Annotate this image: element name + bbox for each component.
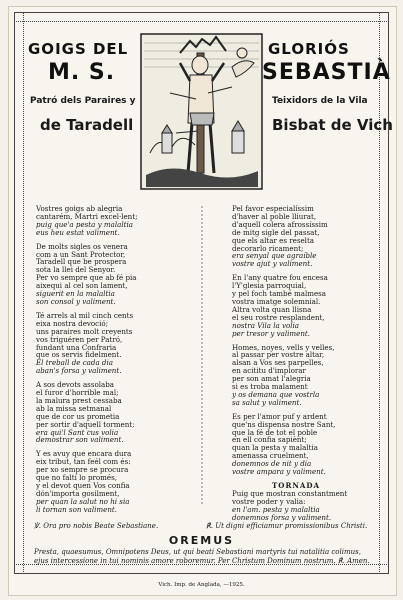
verse-line: que'ns dispensa nostre Sant,	[232, 419, 336, 429]
verse-line: aixequi al cel son lament,	[36, 281, 128, 291]
stanza	[232, 274, 382, 337]
verse-line: eix tribut, tan feél com és:	[36, 457, 131, 467]
verse-line: en ell confia sapiènt;	[232, 435, 307, 445]
prayer-text: Presta, quaesumus, Omnipotens Deus, ut qui beati Sebastiani martyris tui natalitia colimus, ejus intercessione in tui nominis amore roboremur. Per Christum Dominum nostrum. ℟. Amen.	[34, 548, 370, 565]
place-right: Bisbat de Vich	[272, 116, 393, 134]
verse-line: per xo sempre se procura	[36, 465, 129, 475]
verse-line: Puig que mostran constantment	[232, 488, 348, 498]
subtitle-right: Teixidors de la Vila	[272, 96, 368, 106]
verse-line: Vostres goigs ab alegria	[36, 204, 123, 213]
versicle: ℣. Ora pro nobis Beate Sebastiane.	[34, 522, 159, 530]
refrain-line: vostre ampara y valiment.	[232, 467, 326, 477]
verse-line: el furor d'horrible mal;	[36, 388, 119, 398]
verse-line: si es troba malament	[232, 382, 308, 392]
refrain-line: nostra Vila la volia	[232, 320, 300, 330]
refrain-line: per tresor y valiment.	[232, 328, 311, 338]
refrain-line: puig que'a pesta y malaltia	[36, 219, 133, 229]
ornamental-border-bottom	[14, 564, 389, 574]
left-column	[36, 205, 186, 520]
verse-line: y pel foch també malmesa	[232, 289, 327, 299]
verse-line: que els altar es reselta	[232, 235, 315, 245]
verse-line: Homes, noyes, vells y velles,	[232, 342, 335, 352]
verse-line: Y es avuy que encara dura	[36, 449, 132, 459]
ornamental-border-top	[14, 12, 389, 22]
refrain-line: vostre ajut y valiment.	[232, 259, 313, 269]
verse-line: d'aquell colera afrossíssim	[232, 219, 328, 229]
stanza	[36, 312, 186, 375]
verse-line: vostre poder y valia:	[232, 496, 306, 506]
title-right: GLORIÓS	[268, 40, 350, 58]
verse-line: uns paraires molt creyents	[36, 326, 133, 336]
verse-line: Altra volta quan llisna	[232, 304, 312, 314]
verse-line: que os servis fidelment.	[36, 350, 122, 360]
stanza	[232, 205, 382, 268]
verse-line: ab la missa setmanal	[36, 403, 112, 413]
refrain-line: per quan la salut no hi sia	[36, 496, 130, 506]
verse-line: dón'importa gosilment,	[36, 488, 120, 498]
verse-line: Té arrels al mil cinch cents	[36, 310, 134, 320]
verse-line: Per vo sempre que ab fé pia	[36, 273, 137, 283]
verse-line: quan la pesta y malaltia	[232, 443, 318, 453]
stanza	[36, 381, 186, 444]
verse-line: que la fé de tot el poble	[232, 427, 318, 437]
stanza	[36, 205, 186, 237]
refrain-line: era senyal que agraíble	[232, 251, 317, 261]
right-column	[232, 205, 382, 528]
title-left: GOIGS DEL	[28, 40, 129, 58]
tornada-heading: TORNADA	[272, 481, 320, 490]
verse-line: vos triguéren per Patró,	[36, 334, 123, 344]
refrain-line: siguerit en la malaltia	[36, 289, 115, 299]
verse-line: y el devot quen Vos confia	[36, 481, 130, 490]
refrain-line: son consol y valiment.	[36, 296, 116, 306]
verse-line: amenassa cruelment,	[232, 451, 309, 461]
refrain-line: en l'am. pesta y malaltia	[232, 504, 320, 514]
saint-sebastian-engraving	[140, 33, 263, 190]
verse-line: la malura prest cessaba	[36, 395, 122, 405]
verse-line: per son amat l'alegria	[232, 374, 311, 384]
refrain-line: El treball de cada dia	[36, 358, 113, 368]
verse-line: fundant una Confraria	[36, 342, 117, 352]
refrain-line: donemnos forsa y valiment.	[232, 512, 332, 522]
refrain-line: li tornan son valiment.	[36, 504, 118, 514]
verse-line: Pel favor especialíssim	[232, 204, 314, 213]
verse-line: De molts sigles os venera	[36, 241, 128, 251]
stanza	[232, 482, 382, 522]
verse-line: per sortir d'aquell torment;	[36, 419, 135, 429]
subtitle-left: Patró dels Paraires y	[30, 96, 136, 106]
oremus-heading: OREMUS	[168, 534, 235, 547]
verse-line: l'Y'glesia parroquial,	[232, 281, 307, 291]
refrain-line: donemnos de nit y dia	[232, 459, 312, 469]
verse-line: vostra imatge solemnial.	[232, 296, 321, 306]
stanza	[232, 413, 382, 476]
stanza	[36, 243, 186, 306]
verse-line: Es per l'amor puf y ardent	[232, 411, 327, 421]
ornamental-border-left	[14, 12, 24, 574]
refrain-line: aban's forsa y valiment.	[36, 366, 122, 376]
refrain-line: demostrar son valiment.	[36, 435, 124, 445]
verse-line: En l'any quatre fou encesa	[232, 273, 328, 283]
verse-line: com a un Sant Protector,	[36, 249, 126, 259]
name-left: M. S.	[48, 60, 116, 85]
refrain-line: y os demana que vostrla	[232, 389, 320, 399]
verse-line: A sos devots assolaba	[36, 380, 114, 390]
verse-line: que de cor us prometia	[36, 411, 120, 421]
verse-line: el seu rostre resplandent,	[232, 312, 325, 322]
stanza	[232, 344, 382, 407]
verse-line: Taradell que be prospera	[36, 257, 127, 267]
place-left: de Taradell	[40, 116, 134, 134]
verse-line: cantarém, Martri excel·lent;	[36, 211, 138, 221]
printer-imprint: Vich. Imp. de Anglada, —1925.	[158, 582, 245, 588]
verse-line: decorarlo ricament;	[232, 243, 304, 253]
verse-line: eixa nostra devoció;	[36, 318, 109, 328]
stanza	[36, 450, 186, 513]
refrain-line: sa salut y valiment.	[232, 397, 302, 407]
verse-line: d'haver al poble lliurat,	[232, 211, 317, 221]
response: ℟. Ut digni efficiamur promissionibus Christi.	[206, 522, 368, 530]
refrain-line: eus heu estat valiment.	[36, 227, 120, 237]
verse-line: alsan a Vos ses parpelles,	[232, 358, 324, 368]
refrain-line: era qui'l Sant cus volia	[36, 427, 119, 437]
verse-line: que no faltí lo promés,	[36, 473, 117, 483]
verse-line: sota la llei del Senyor.	[36, 265, 116, 275]
verse-line: de mitg sigle del passat,	[232, 227, 320, 237]
verse-line: en acititu d'implorar	[232, 366, 306, 376]
name-right: SEBASTIÀ	[262, 60, 391, 85]
column-divider-ornament	[198, 206, 206, 506]
verse-line: al passar per vostre altar,	[232, 350, 325, 360]
